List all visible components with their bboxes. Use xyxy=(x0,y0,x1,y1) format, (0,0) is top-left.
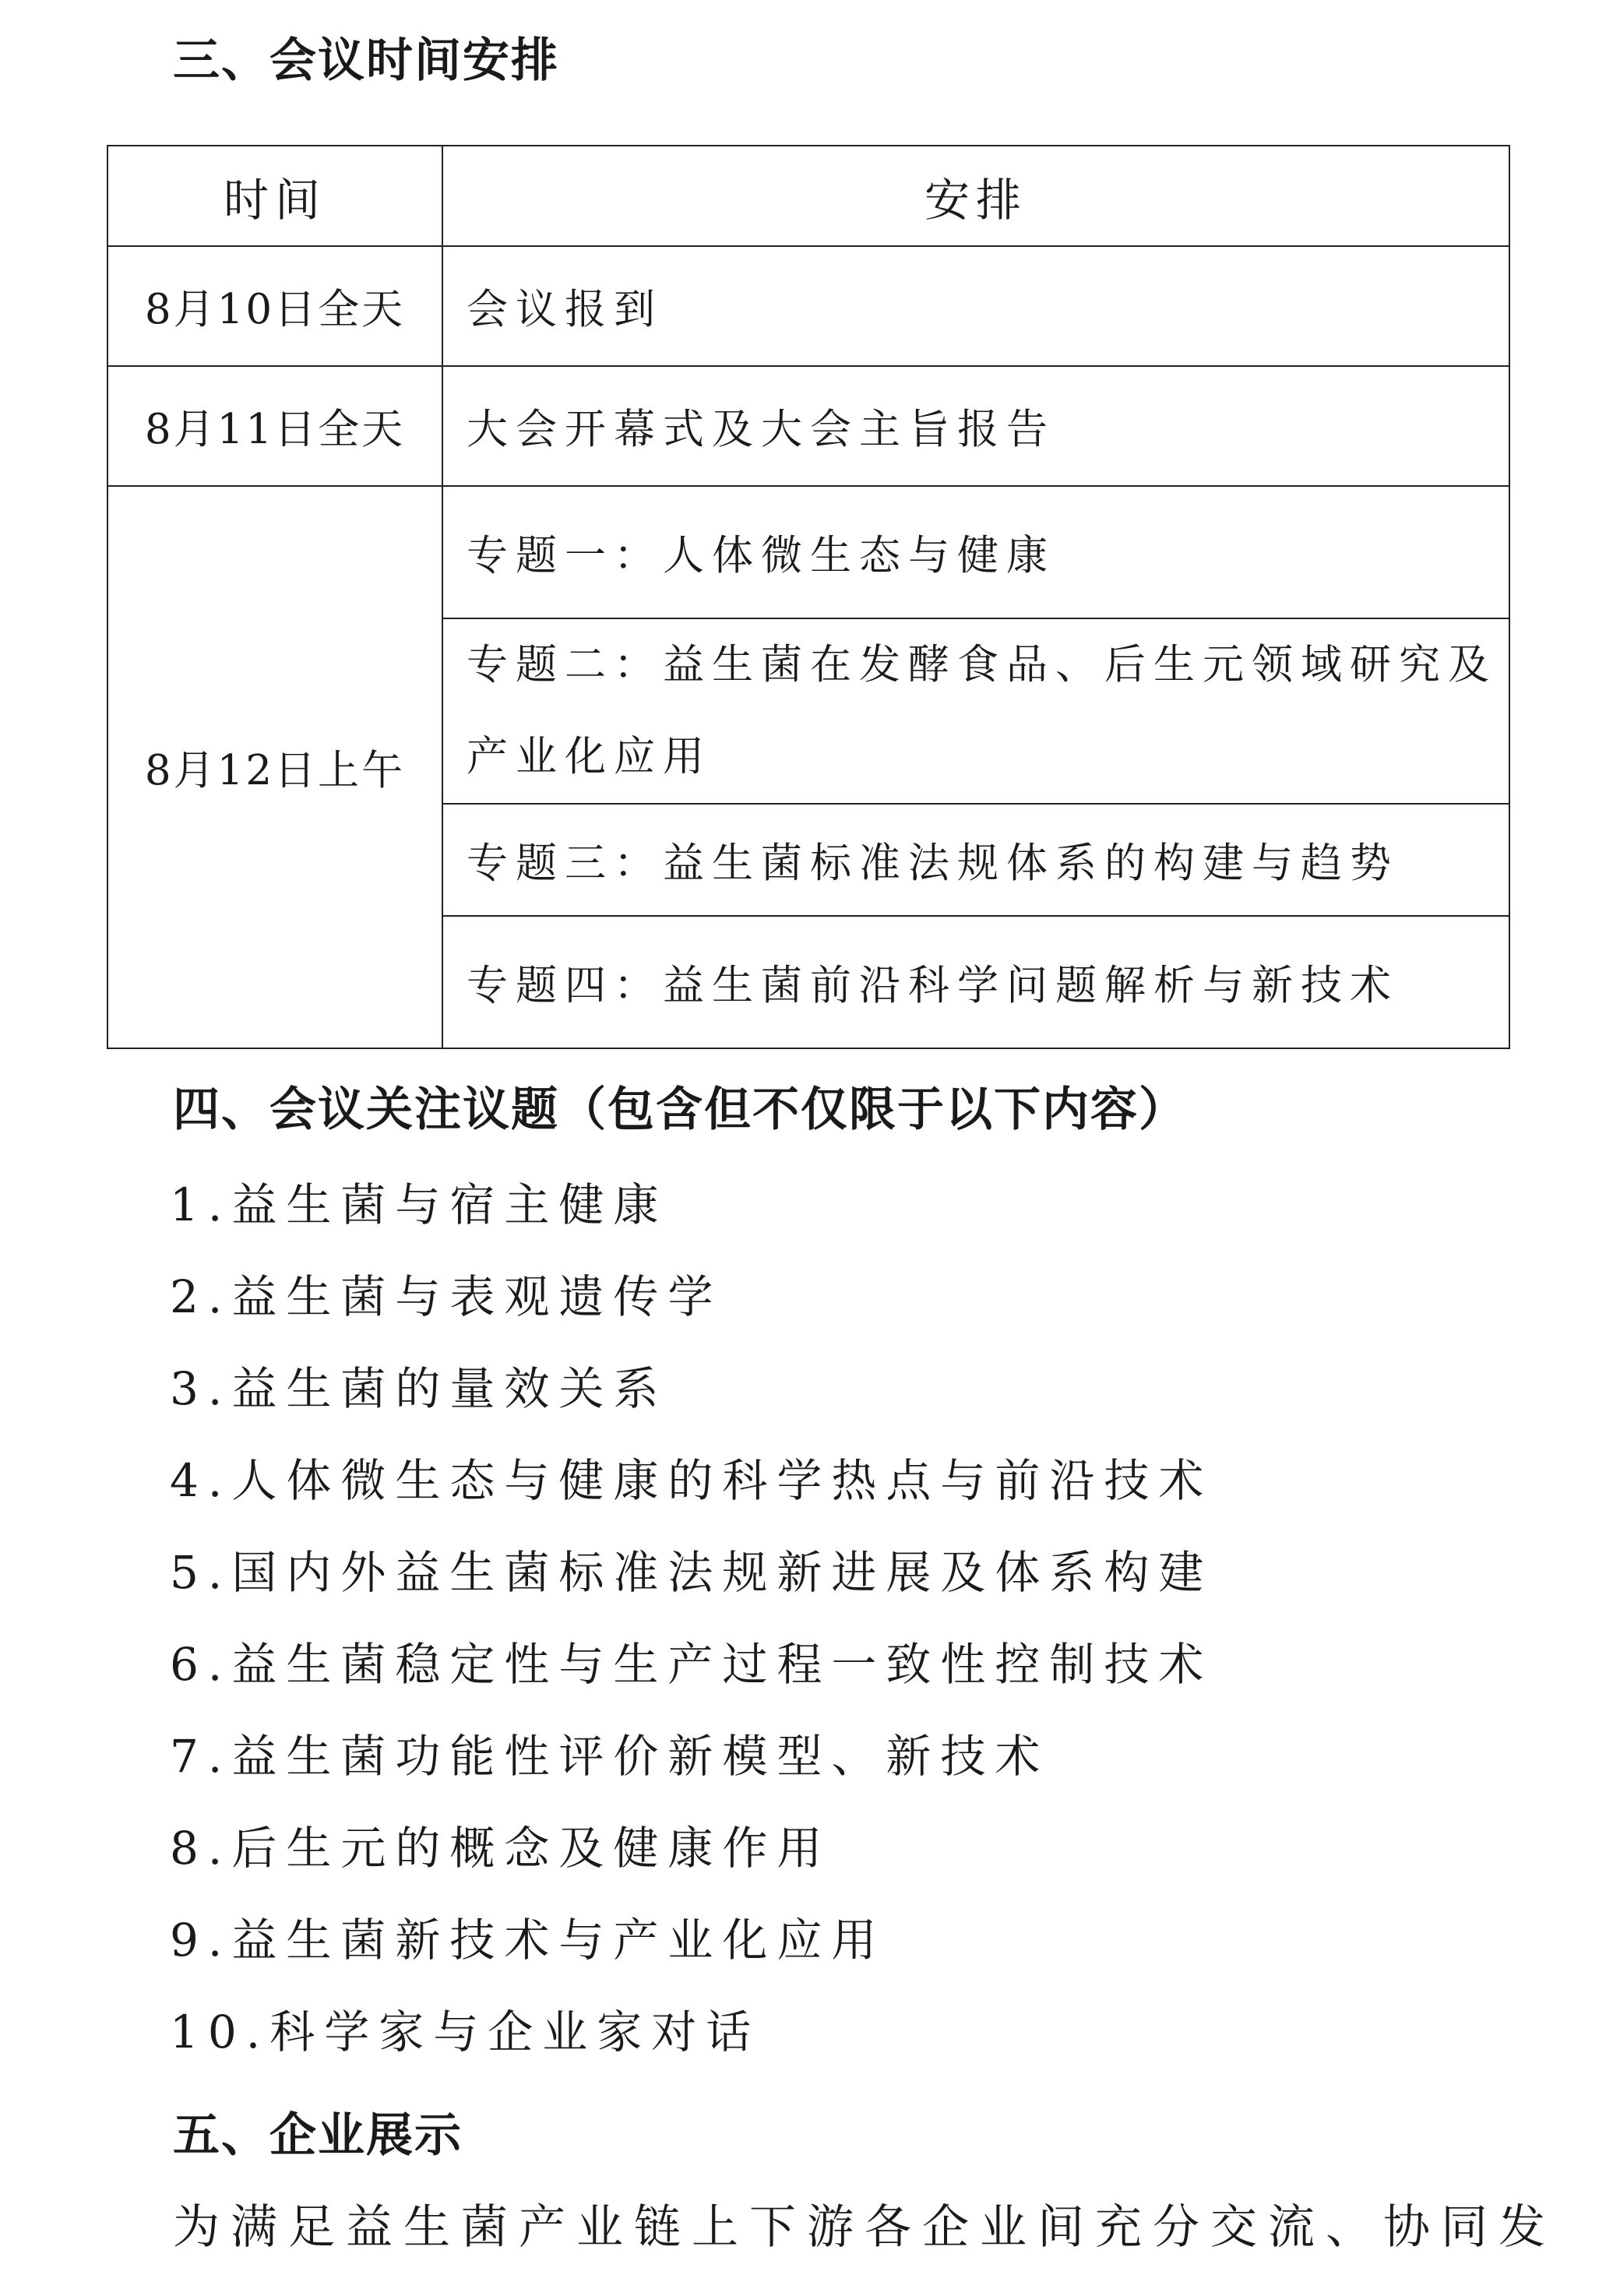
list-item: 7.益生菌功能性评价新模型、新技术 xyxy=(170,1730,1050,1783)
section-5-heading: 五、企业展示 xyxy=(173,2108,463,2163)
topic-item: 专题一：人体微生态与健康 xyxy=(442,486,1509,618)
list-item: 1.益生菌与宿主健康 xyxy=(170,1178,668,1231)
list-item: 8.后生元的概念及健康作用 xyxy=(170,1822,832,1875)
topic-item: 专题四：益生菌前沿科学问题解析与新技术 xyxy=(442,916,1509,1048)
row-time: 8月10日全天 xyxy=(107,246,442,366)
table-row xyxy=(107,246,1509,366)
row-item: 会议报到 xyxy=(442,246,1509,366)
section-3-heading: 三、会议时间安排 xyxy=(173,33,559,88)
table-row xyxy=(107,366,1509,486)
list-item: 6.益生菌稳定性与生产过程一致性控制技术 xyxy=(170,1638,1213,1691)
list-item: 10.科学家与企业家对话 xyxy=(170,2005,761,2058)
header-arrangement: 安排 xyxy=(442,146,1509,246)
list-item: 4.人体微生态与健康的科学热点与前沿技术 xyxy=(170,1454,1213,1507)
list-item: 5.国内外益生菌标准法规新进展及体系构建 xyxy=(170,1546,1213,1599)
topics-list xyxy=(170,1171,1213,2090)
table-header-row xyxy=(107,146,1509,246)
list-item: 3.益生菌的量效关系 xyxy=(170,1362,668,1415)
topic-item: 专题二：益生菌在发酵食品、后生元领域研究及产业化应用 xyxy=(442,618,1509,804)
topic-item: 专题三：益生菌标准法规体系的构建与趋势 xyxy=(442,804,1509,916)
row-time-day3: 8月12日上午 xyxy=(107,486,442,1048)
table-row xyxy=(107,486,1509,618)
list-item: 2.益生菌与表观遗传学 xyxy=(170,1270,723,1323)
section-4-heading: 四、会议关注议题（包含但不仅限于以下内容） xyxy=(173,1083,1187,1137)
list-item: 9.益生菌新技术与产业化应用 xyxy=(170,1914,886,1967)
row-item: 大会开幕式及大会主旨报告 xyxy=(442,366,1509,486)
header-time: 时间 xyxy=(107,146,442,246)
row-time: 8月11日全天 xyxy=(107,366,442,486)
section-5-paragraph: 为满足益生菌产业链上下游各企业间充分交流、协同发 xyxy=(173,2200,1556,2255)
schedule-table xyxy=(107,145,1510,1049)
